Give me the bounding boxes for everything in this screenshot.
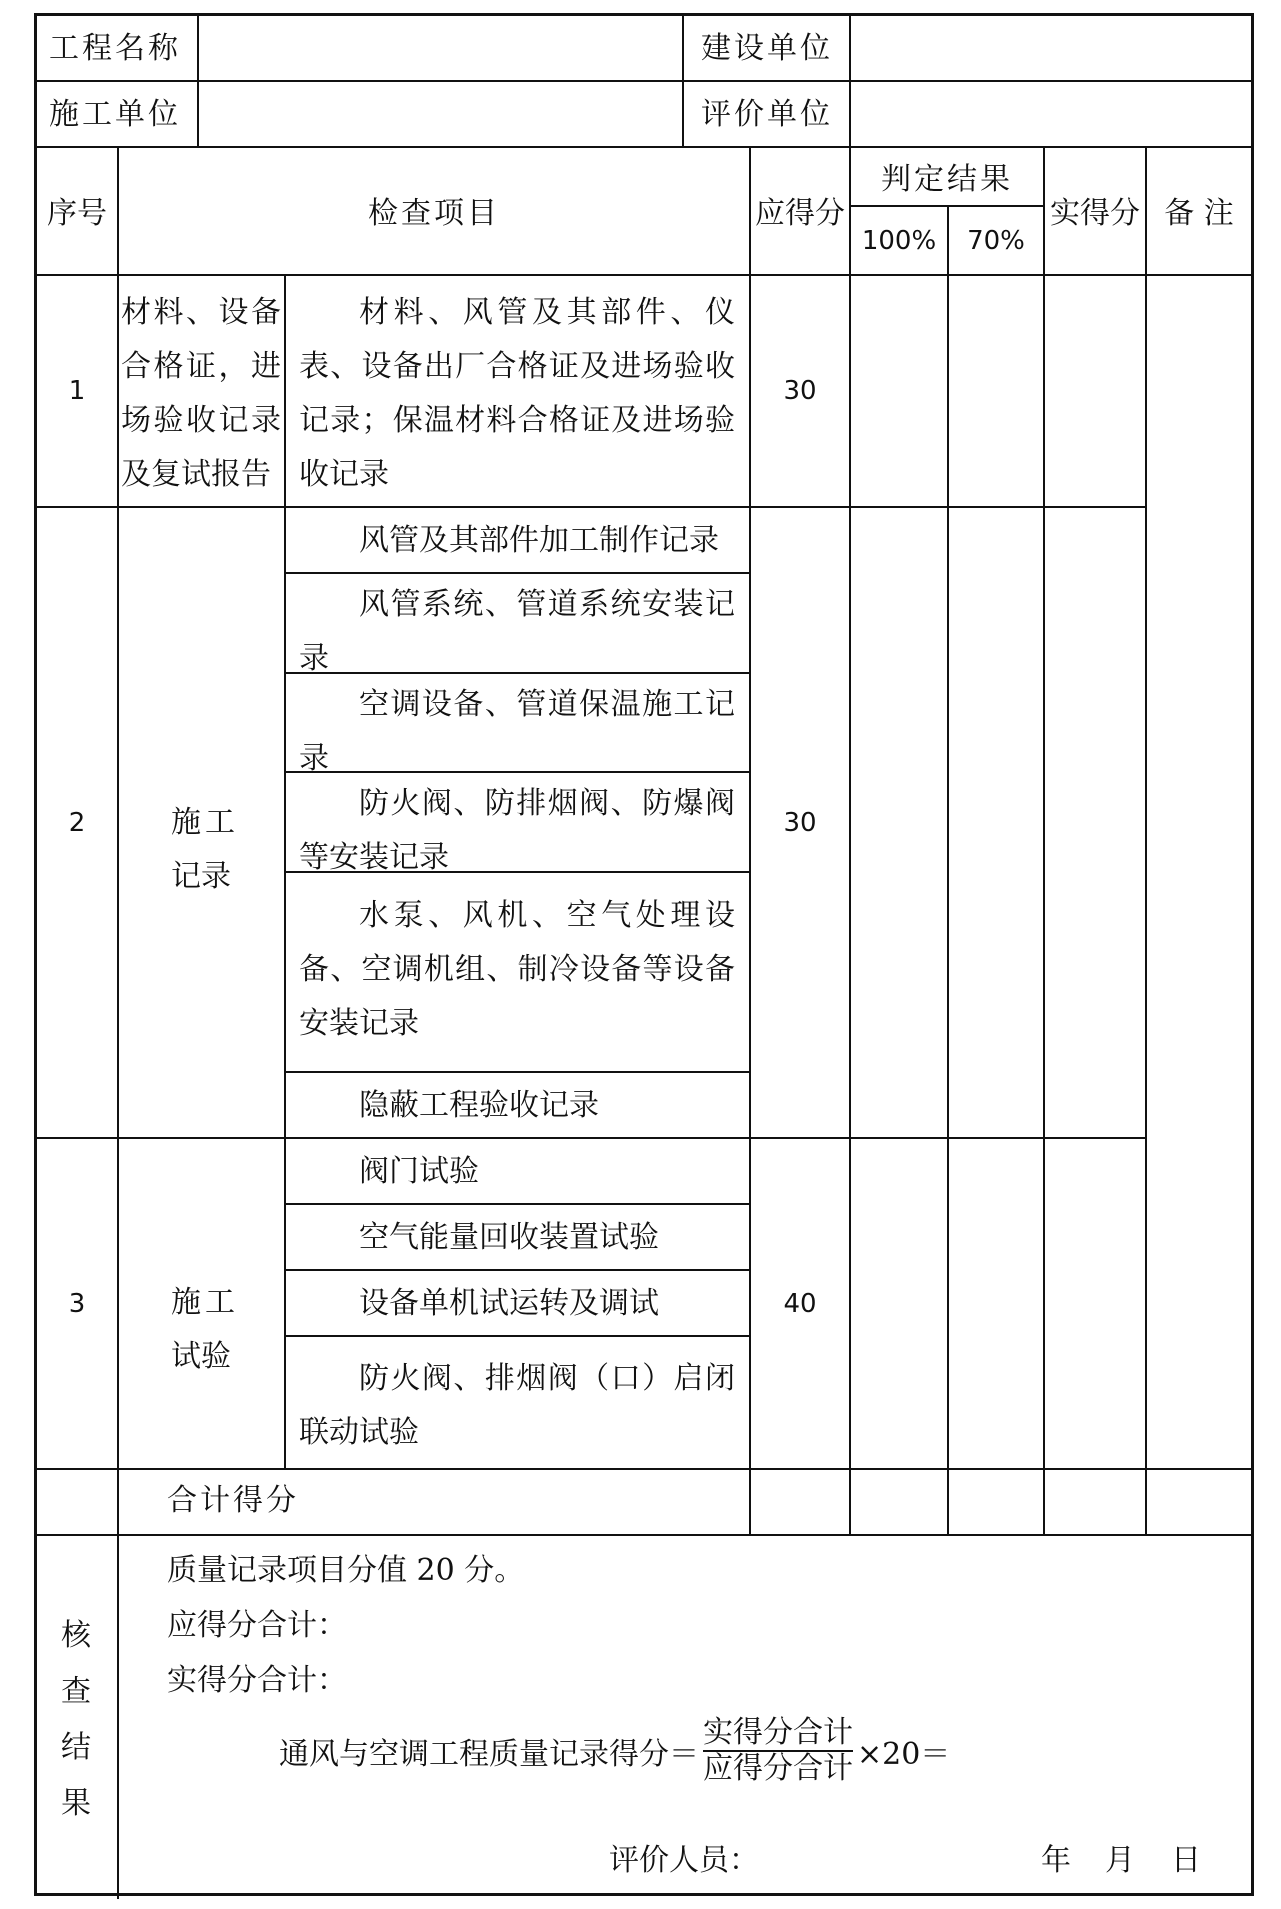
construction-owner-label: 建设单位 bbox=[701, 31, 833, 66]
row-3-seq: 3 bbox=[68, 1288, 86, 1319]
row-1-category: 材料、设备合格证，进场验收记录及复试报告 bbox=[121, 295, 281, 492]
col-pct-100: 100% bbox=[861, 225, 937, 256]
row-3-item-2: 空气能量回收装置试验 bbox=[359, 1220, 659, 1255]
formula-denominator: 应得分合计 bbox=[703, 1751, 853, 1786]
col-remarks: 备 注 bbox=[1164, 196, 1234, 231]
row-3-score: 40 bbox=[783, 1288, 817, 1319]
rule bbox=[37, 506, 1147, 508]
rule bbox=[284, 1203, 749, 1205]
col-pct-70: 70% bbox=[967, 225, 1025, 256]
formula-suffix: ×20＝ bbox=[857, 1737, 951, 1772]
rule bbox=[197, 16, 199, 146]
result-label: 核查结果 bbox=[61, 1618, 91, 1821]
formula-numerator: 实得分合计 bbox=[703, 1715, 853, 1750]
result-line-2: 应得分合计： bbox=[167, 1608, 347, 1643]
col-actual-score: 实得分 bbox=[1050, 196, 1140, 231]
rule bbox=[37, 1137, 1147, 1139]
rule bbox=[682, 16, 684, 146]
row-2-category: 施工记录 bbox=[171, 805, 235, 894]
rule bbox=[284, 274, 286, 1468]
rule bbox=[284, 572, 749, 574]
row-1-seq: 1 bbox=[68, 376, 86, 406]
rule bbox=[1145, 146, 1147, 1534]
row-1-score: 30 bbox=[783, 376, 817, 406]
row-2-item-3: 空调设备、管道保温施工记录 bbox=[299, 687, 735, 776]
result-line-1: 质量记录项目分值 20 分。 bbox=[167, 1553, 525, 1588]
project-name-label: 工程名称 bbox=[49, 31, 181, 66]
row-2-item-4: 防火阀、防排烟阀、防爆阀等安装记录 bbox=[299, 786, 735, 875]
total-score-label: 合计得分 bbox=[167, 1483, 299, 1518]
quality-record-evaluation-form bbox=[34, 13, 1254, 1896]
col-item: 检查项目 bbox=[368, 196, 500, 231]
rule bbox=[849, 146, 851, 1534]
row-2-item-1: 风管及其部件加工制作记录 bbox=[359, 523, 719, 558]
evaluator-person-label: 评价人员： bbox=[609, 1843, 759, 1878]
row-2-item-5: 水泵、风机、空气处理设备、空调机组、制冷设备等设备安装记录 bbox=[299, 898, 735, 1041]
rule bbox=[849, 16, 851, 146]
row-2-item-2: 风管系统、管道系统安装记录 bbox=[299, 587, 735, 676]
row-3-item-1: 阀门试验 bbox=[359, 1154, 479, 1189]
rule bbox=[37, 274, 1251, 276]
sign-day: 日 bbox=[1171, 1843, 1201, 1878]
sign-month: 月 bbox=[1105, 1843, 1135, 1878]
row-1-item-1: 材料、风管及其部件、仪表、设备出厂合格证及进场验收记录；保温材料合格证及进场验收记录 bbox=[299, 295, 735, 492]
formula-fraction bbox=[703, 1716, 853, 1786]
rule bbox=[37, 1468, 1251, 1470]
rule bbox=[117, 146, 119, 1899]
rule bbox=[284, 1335, 749, 1337]
row-3-item-4: 防火阀、排烟阀（口）启闭联动试验 bbox=[299, 1361, 735, 1450]
sign-year: 年 bbox=[1041, 1843, 1071, 1878]
contractor-label: 施工单位 bbox=[49, 97, 181, 132]
row-3-category: 施工试验 bbox=[171, 1285, 235, 1374]
rule bbox=[1043, 146, 1045, 1534]
score-formula bbox=[279, 1716, 950, 1786]
evaluator-label: 评价单位 bbox=[701, 97, 833, 132]
rule bbox=[284, 1269, 749, 1271]
result-line-3: 实得分合计： bbox=[167, 1663, 347, 1698]
col-seq: 序号 bbox=[47, 196, 107, 231]
formula-prefix: 通风与空调工程质量记录得分＝ bbox=[279, 1737, 699, 1772]
rule bbox=[947, 205, 949, 1534]
row-2-seq: 2 bbox=[68, 807, 86, 838]
col-judgment: 判定结果 bbox=[881, 161, 1013, 197]
rule bbox=[37, 1534, 1251, 1536]
row-2-item-6: 隐蔽工程验收记录 bbox=[359, 1088, 599, 1123]
rule bbox=[284, 1071, 749, 1073]
col-due-score: 应得分 bbox=[755, 196, 845, 231]
rule bbox=[37, 80, 1251, 82]
row-2-score: 30 bbox=[783, 807, 817, 838]
row-3-item-3: 设备单机试运转及调试 bbox=[359, 1286, 659, 1321]
